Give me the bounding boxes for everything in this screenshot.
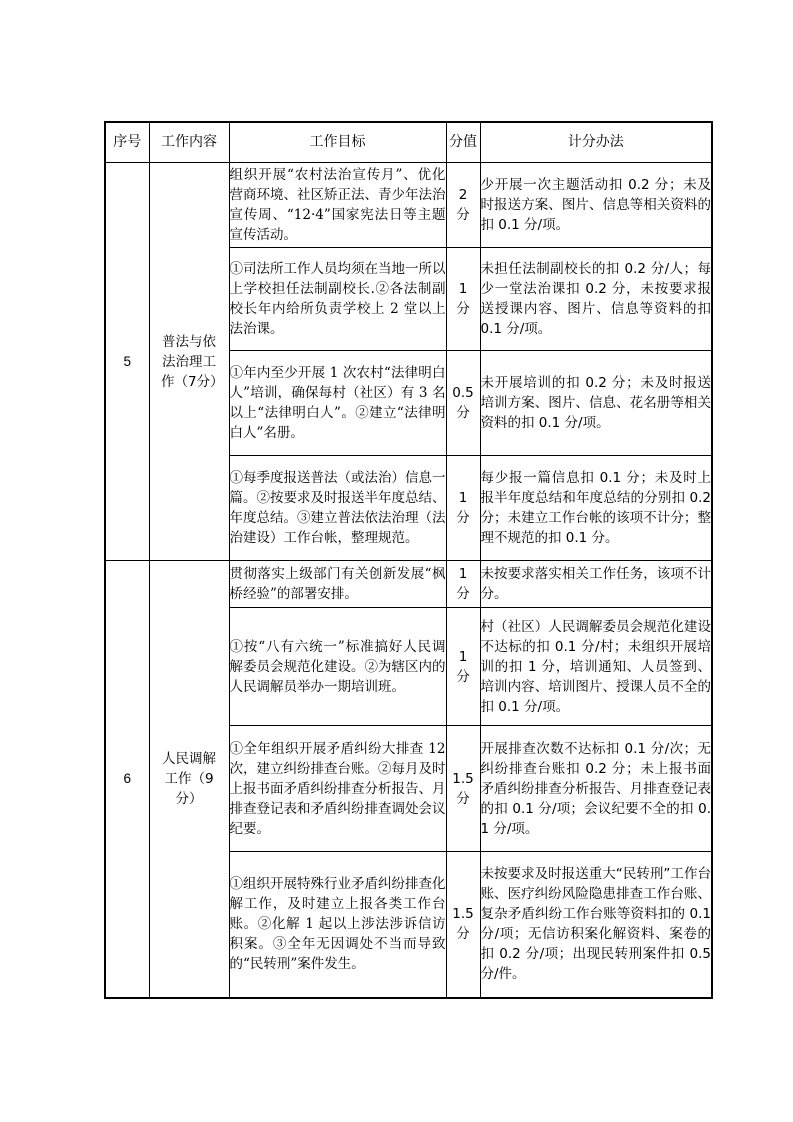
header-num: 序号	[105, 122, 149, 163]
table-row	[105, 163, 712, 248]
work-content: 人民调解工作（9分）	[149, 561, 229, 998]
method-cell: 每少报一篇信息扣 0.1 分；未及时上报半年度总结和年度总结的分别扣 0.2 分；未建立工作台帐的该项不计分；整理不规范的扣 0.1 分。	[480, 456, 712, 561]
goal-cell: 贯彻落实上级部门有关创新发展“枫桥经验”的部署安排。	[229, 561, 446, 608]
points-cell: 2分	[446, 163, 480, 248]
goal-cell: ①年内至少开展 1 次农村“法律明白人”培训，确保每村（社区）有 3 名以上“法律明白人”。②建立“法律明白人”名册。	[229, 351, 446, 456]
goal-cell: ①全年组织开展矛盾纠纷大排查 12 次，建立纠纷排查台账。②每月及时上报书面矛盾纠纷排查分析报告、月排查登记表和矛盾纠纷排查调处会议纪要。	[229, 726, 446, 852]
goal-cell: ①每季度报送普法（或法治）信息一篇。②按要求及时报送半年度总结、年度总结。③建立普法依法治理（法治建设）工作台帐，整理规范。	[229, 456, 446, 561]
header-content: 工作内容	[149, 122, 229, 163]
points-cell: 1分	[446, 561, 480, 608]
goal-cell: ①司法所工作人员均须在当地一所以上学校担任法制副校长.②各法制副校长年内给所负责学校上 2 堂以上法治课。	[229, 248, 446, 351]
method-cell: 少开展一次主题活动扣 0.2 分；未及时报送方案、图片、信息等相关资料的扣 0.1 分/项。	[480, 163, 712, 248]
group-number: 6	[105, 561, 149, 998]
header-method: 计分办法	[480, 122, 712, 163]
scoring-table	[104, 121, 713, 999]
points-cell: 1.5分	[446, 852, 480, 998]
goal-cell: ①组织开展特殊行业矛盾纠纷排查化解工作，及时建立上报各类工作台账。②化解 1 起以上涉法涉诉信访积案。③全年无因调处不当而导致的“民转刑”案件发生。	[229, 852, 446, 998]
points-cell: 1分	[446, 248, 480, 351]
method-cell: 开展排查次数不达标扣 0.1 分/次；无纠纷排查台账扣 0.2 分；未上报书面矛盾纠纷排查分析报告、月排查登记表的扣 0.1 分/项；会议纪要不全的扣 0.1 分/项。	[480, 726, 712, 852]
method-cell: 未按要求落实相关工作任务，该项不计分。	[480, 561, 712, 608]
points-cell: 1分	[446, 456, 480, 561]
header-row	[105, 122, 712, 163]
table-row	[105, 561, 712, 608]
method-cell: 未担任法制副校长的扣 0.2 分/人；每少一堂法治课扣 0.2 分，未按要求报送授课内容、图片、信息等资料的扣 0.1 分/项。	[480, 248, 712, 351]
group-number: 5	[105, 163, 149, 561]
goal-cell: 组织开展“农村法治宣传月”、优化营商环境、社区矫正法、青少年法治宣传周、“12·4”国家宪法日等主题宣传活动。	[229, 163, 446, 248]
goal-cell: ①按“八有六统一”标准搞好人民调解委员会规范化建设。②为辖区内的人民调解员举办一期培训班。	[229, 608, 446, 726]
method-cell: 未按要求及时报送重大“民转刑”工作台账、医疗纠纷风险隐患排查工作台账、复杂矛盾纠纷工作台账等资料扣的 0.1 分/项；无信访积案化解资料、案卷的扣 0.2 分/项；出现民转刑案件扣 0.5 分/件。	[480, 852, 712, 998]
header-goal: 工作目标	[229, 122, 446, 163]
points-cell: 1.5分	[446, 726, 480, 852]
points-cell: 0.5分	[446, 351, 480, 456]
method-cell: 未开展培训的扣 0.2 分；未及时报送培训方案、图片、信息、花名册等相关资料的扣 0.1 分/项。	[480, 351, 712, 456]
header-points: 分值	[446, 122, 480, 163]
points-cell: 1分	[446, 608, 480, 726]
work-content: 普法与依法治理工作（7分）	[149, 163, 229, 561]
method-cell: 村（社区）人民调解委员会规范化建设不达标的扣 0.1 分/村；未组织开展培训的扣 1 分，培训通知、人员签到、培训内容、培训图片、授课人员不全的扣 0.1 分/项。	[480, 608, 712, 726]
